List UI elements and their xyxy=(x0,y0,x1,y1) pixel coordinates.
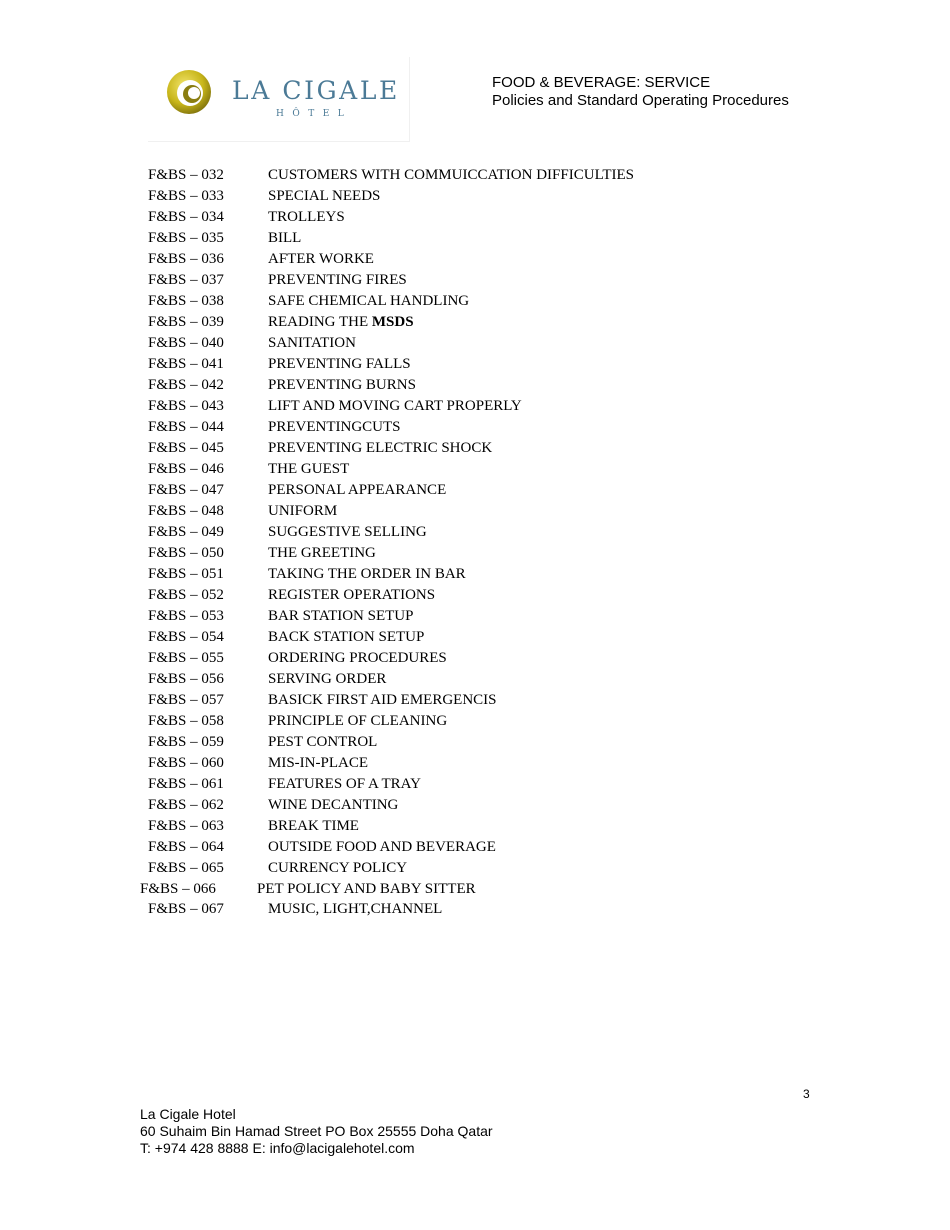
procedure-title-text: THE GREETING xyxy=(268,545,376,561)
list-item xyxy=(0,480,950,501)
procedure-code: F&BS – 051 xyxy=(148,566,224,582)
procedure-title xyxy=(268,207,345,228)
procedure-code: F&BS – 056 xyxy=(148,671,224,687)
header-subtitle: Policies and Standard Operating Procedures xyxy=(492,92,789,109)
procedure-title-text: BACK STATION SETUP xyxy=(268,629,425,645)
procedure-title-text: BREAK TIME xyxy=(268,818,359,834)
footer-contact: T: +974 428 8888 E: info@lacigalehotel.com xyxy=(140,1140,415,1156)
procedure-title xyxy=(268,186,380,207)
list-item xyxy=(0,522,950,543)
list-item xyxy=(0,732,950,753)
header-department: FOOD & BEVERAGE: SERVICE xyxy=(492,74,711,91)
procedure-title-text: PREVENTINGCUTS xyxy=(268,419,401,435)
procedure-title-text: ORDERING PROCEDURES xyxy=(268,650,447,666)
procedure-title-text: SAFE CHEMICAL HANDLING xyxy=(268,293,470,309)
procedure-title-text: THE GUEST xyxy=(268,461,350,477)
list-item xyxy=(0,669,950,690)
swirl-logo-icon xyxy=(164,67,214,117)
procedure-code: F&BS – 042 xyxy=(148,377,224,393)
hotel-logo xyxy=(148,57,410,142)
procedure-title xyxy=(268,249,374,270)
procedure-code: F&BS – 064 xyxy=(148,839,224,855)
procedure-title xyxy=(268,501,337,522)
footer-address: 60 Suhaim Bin Hamad Street PO Box 25555 Doha Qatar xyxy=(140,1123,493,1139)
procedure-title-text: READING THE xyxy=(268,314,372,330)
procedure-code: F&BS – 060 xyxy=(148,755,224,771)
procedure-title xyxy=(268,543,376,564)
list-item xyxy=(0,312,950,333)
procedure-title xyxy=(268,858,407,879)
procedure-code: F&BS – 036 xyxy=(148,251,224,267)
list-item xyxy=(0,648,950,669)
list-item xyxy=(0,228,950,249)
procedure-title xyxy=(268,585,435,606)
list-item xyxy=(0,333,950,354)
list-item xyxy=(0,354,950,375)
procedure-title-text: BASICK FIRST AID EMERGENCIS xyxy=(268,692,497,708)
procedure-title-text: PREVENTING FIRES xyxy=(268,272,407,288)
procedure-title-text: PRINCIPLE OF CLEANING xyxy=(268,713,448,729)
procedure-title xyxy=(268,816,359,837)
procedure-title-text: UNIFORM xyxy=(268,503,338,519)
procedure-title xyxy=(268,438,492,459)
procedure-code: F&BS – 067 xyxy=(148,901,224,917)
procedure-title xyxy=(268,564,466,585)
procedure-title xyxy=(268,899,442,920)
procedure-title-text: PEST CONTROL xyxy=(268,734,378,750)
procedures-list xyxy=(0,165,950,920)
procedure-code: F&BS – 059 xyxy=(148,734,224,750)
procedure-title-text: CUSTOMERS WITH COMMUICCATION DIFFICULTIES xyxy=(268,167,635,183)
procedure-title-text: BILL xyxy=(268,230,302,246)
procedure-title xyxy=(268,459,349,480)
procedure-code: F&BS – 050 xyxy=(148,545,224,561)
procedure-code: F&BS – 053 xyxy=(148,608,224,624)
procedure-title-text: SPECIAL NEEDS xyxy=(268,188,381,204)
procedure-title xyxy=(268,732,377,753)
list-item xyxy=(0,501,950,522)
procedure-code: F&BS – 032 xyxy=(148,167,224,183)
procedure-code: F&BS – 055 xyxy=(148,650,224,666)
procedure-title-text: TAKING THE ORDER IN BAR xyxy=(268,566,466,582)
list-item xyxy=(0,207,950,228)
procedure-title xyxy=(268,165,634,186)
procedure-title-text: PET POLICY AND BABY SITTER xyxy=(257,881,476,897)
procedure-code: F&BS – 063 xyxy=(148,818,224,834)
procedure-title xyxy=(268,228,301,249)
list-item xyxy=(0,774,950,795)
procedure-code: F&BS – 065 xyxy=(148,860,224,876)
procedure-title xyxy=(268,417,401,438)
procedure-title-text: PREVENTING ELECTRIC SHOCK xyxy=(268,440,493,456)
procedure-code: F&BS – 058 xyxy=(148,713,224,729)
procedure-title-text: LIFT AND MOVING CART PROPERLY xyxy=(268,398,522,414)
procedure-code: F&BS – 062 xyxy=(148,797,224,813)
procedure-code: F&BS – 034 xyxy=(148,209,224,225)
procedure-code: F&BS – 061 xyxy=(148,776,224,792)
list-item xyxy=(0,690,950,711)
procedure-title xyxy=(268,522,427,543)
procedure-title-text: TROLLEYS xyxy=(268,209,345,225)
procedure-title-text: WINE DECANTING xyxy=(268,797,399,813)
procedure-title xyxy=(268,648,447,669)
procedure-title-text: PREVENTING BURNS xyxy=(268,377,416,393)
list-item xyxy=(0,899,950,920)
procedure-title xyxy=(268,711,447,732)
list-item xyxy=(0,165,950,186)
list-item xyxy=(0,438,950,459)
procedure-title xyxy=(268,837,496,858)
procedure-title xyxy=(268,774,421,795)
procedure-code: F&BS – 040 xyxy=(148,335,224,351)
logo-subtitle: HÔTEL xyxy=(276,109,353,119)
list-item xyxy=(0,585,950,606)
list-item xyxy=(0,711,950,732)
list-item xyxy=(0,753,950,774)
list-item xyxy=(0,396,950,417)
procedure-code: F&BS – 044 xyxy=(148,419,224,435)
procedure-code: F&BS – 048 xyxy=(148,503,224,519)
procedure-title-text: CURRENCY POLICY xyxy=(268,860,408,876)
procedure-code: F&BS – 047 xyxy=(148,482,224,498)
list-item xyxy=(0,417,950,438)
procedure-title-text: SUGGESTIVE SELLING xyxy=(268,524,427,540)
list-item xyxy=(0,270,950,291)
list-item xyxy=(0,543,950,564)
list-item xyxy=(0,816,950,837)
procedure-code: F&BS – 045 xyxy=(148,440,224,456)
list-item xyxy=(0,879,950,899)
list-item xyxy=(0,249,950,270)
procedure-title-text: PREVENTING FALLS xyxy=(268,356,411,372)
list-item xyxy=(0,606,950,627)
procedure-title xyxy=(268,270,407,291)
list-item xyxy=(0,291,950,312)
list-item xyxy=(0,795,950,816)
procedure-title-text: OUTSIDE FOOD AND BEVERAGE xyxy=(268,839,496,855)
procedure-title xyxy=(268,375,416,396)
procedure-title xyxy=(268,795,398,816)
procedure-code: F&BS – 035 xyxy=(148,230,224,246)
procedure-title xyxy=(268,312,414,333)
procedure-title-text: SERVING ORDER xyxy=(268,671,387,687)
procedure-title xyxy=(268,669,386,690)
procedure-code: F&BS – 066 xyxy=(140,881,216,897)
procedure-title xyxy=(268,354,411,375)
procedure-code: F&BS – 046 xyxy=(148,461,224,477)
procedure-title-text: MIS-IN-PLACE xyxy=(268,755,368,771)
procedure-code: F&BS – 052 xyxy=(148,587,224,603)
procedure-title-text: BAR STATION SETUP xyxy=(268,608,414,624)
procedure-title-text: FEATURES OF A TRAY xyxy=(268,776,421,792)
list-item xyxy=(0,459,950,480)
procedure-code: F&BS – 033 xyxy=(148,188,224,204)
procedure-code: F&BS – 043 xyxy=(148,398,224,414)
procedure-title xyxy=(268,396,522,417)
procedure-code: F&BS – 041 xyxy=(148,356,224,372)
procedure-code: F&BS – 038 xyxy=(148,293,224,309)
procedure-title xyxy=(257,879,476,899)
procedure-title-text: MUSIC, LIGHT,CHANNEL xyxy=(268,901,443,917)
procedure-title-text: PERSONAL APPEARANCE xyxy=(268,482,447,498)
procedure-code: F&BS – 039 xyxy=(148,314,224,330)
procedure-code: F&BS – 037 xyxy=(148,272,224,288)
procedure-title-bold: MSDS xyxy=(371,314,414,330)
procedure-title-text: REGISTER OPERATIONS xyxy=(268,587,436,603)
procedure-title xyxy=(268,753,368,774)
list-item xyxy=(0,186,950,207)
list-item xyxy=(0,837,950,858)
list-item xyxy=(0,564,950,585)
procedure-title xyxy=(268,333,356,354)
document-header xyxy=(492,74,789,110)
page-number: 3 xyxy=(803,1087,810,1101)
procedure-title xyxy=(268,480,446,501)
logo-wordmark: LA CIGALE xyxy=(232,76,400,105)
procedure-code: F&BS – 054 xyxy=(148,629,224,645)
list-item xyxy=(0,375,950,396)
procedure-title xyxy=(268,690,497,711)
page-footer xyxy=(140,1106,493,1157)
procedure-code: F&BS – 049 xyxy=(148,524,224,540)
procedure-title xyxy=(268,606,413,627)
procedure-title-text: SANITATION xyxy=(268,335,356,351)
footer-hotel-name: La Cigale Hotel xyxy=(140,1106,236,1122)
procedure-title-text: AFTER WORKE xyxy=(268,251,374,267)
procedure-code: F&BS – 057 xyxy=(148,692,224,708)
list-item xyxy=(0,858,950,879)
list-item xyxy=(0,627,950,648)
procedure-title xyxy=(268,291,469,312)
procedure-title xyxy=(268,627,424,648)
